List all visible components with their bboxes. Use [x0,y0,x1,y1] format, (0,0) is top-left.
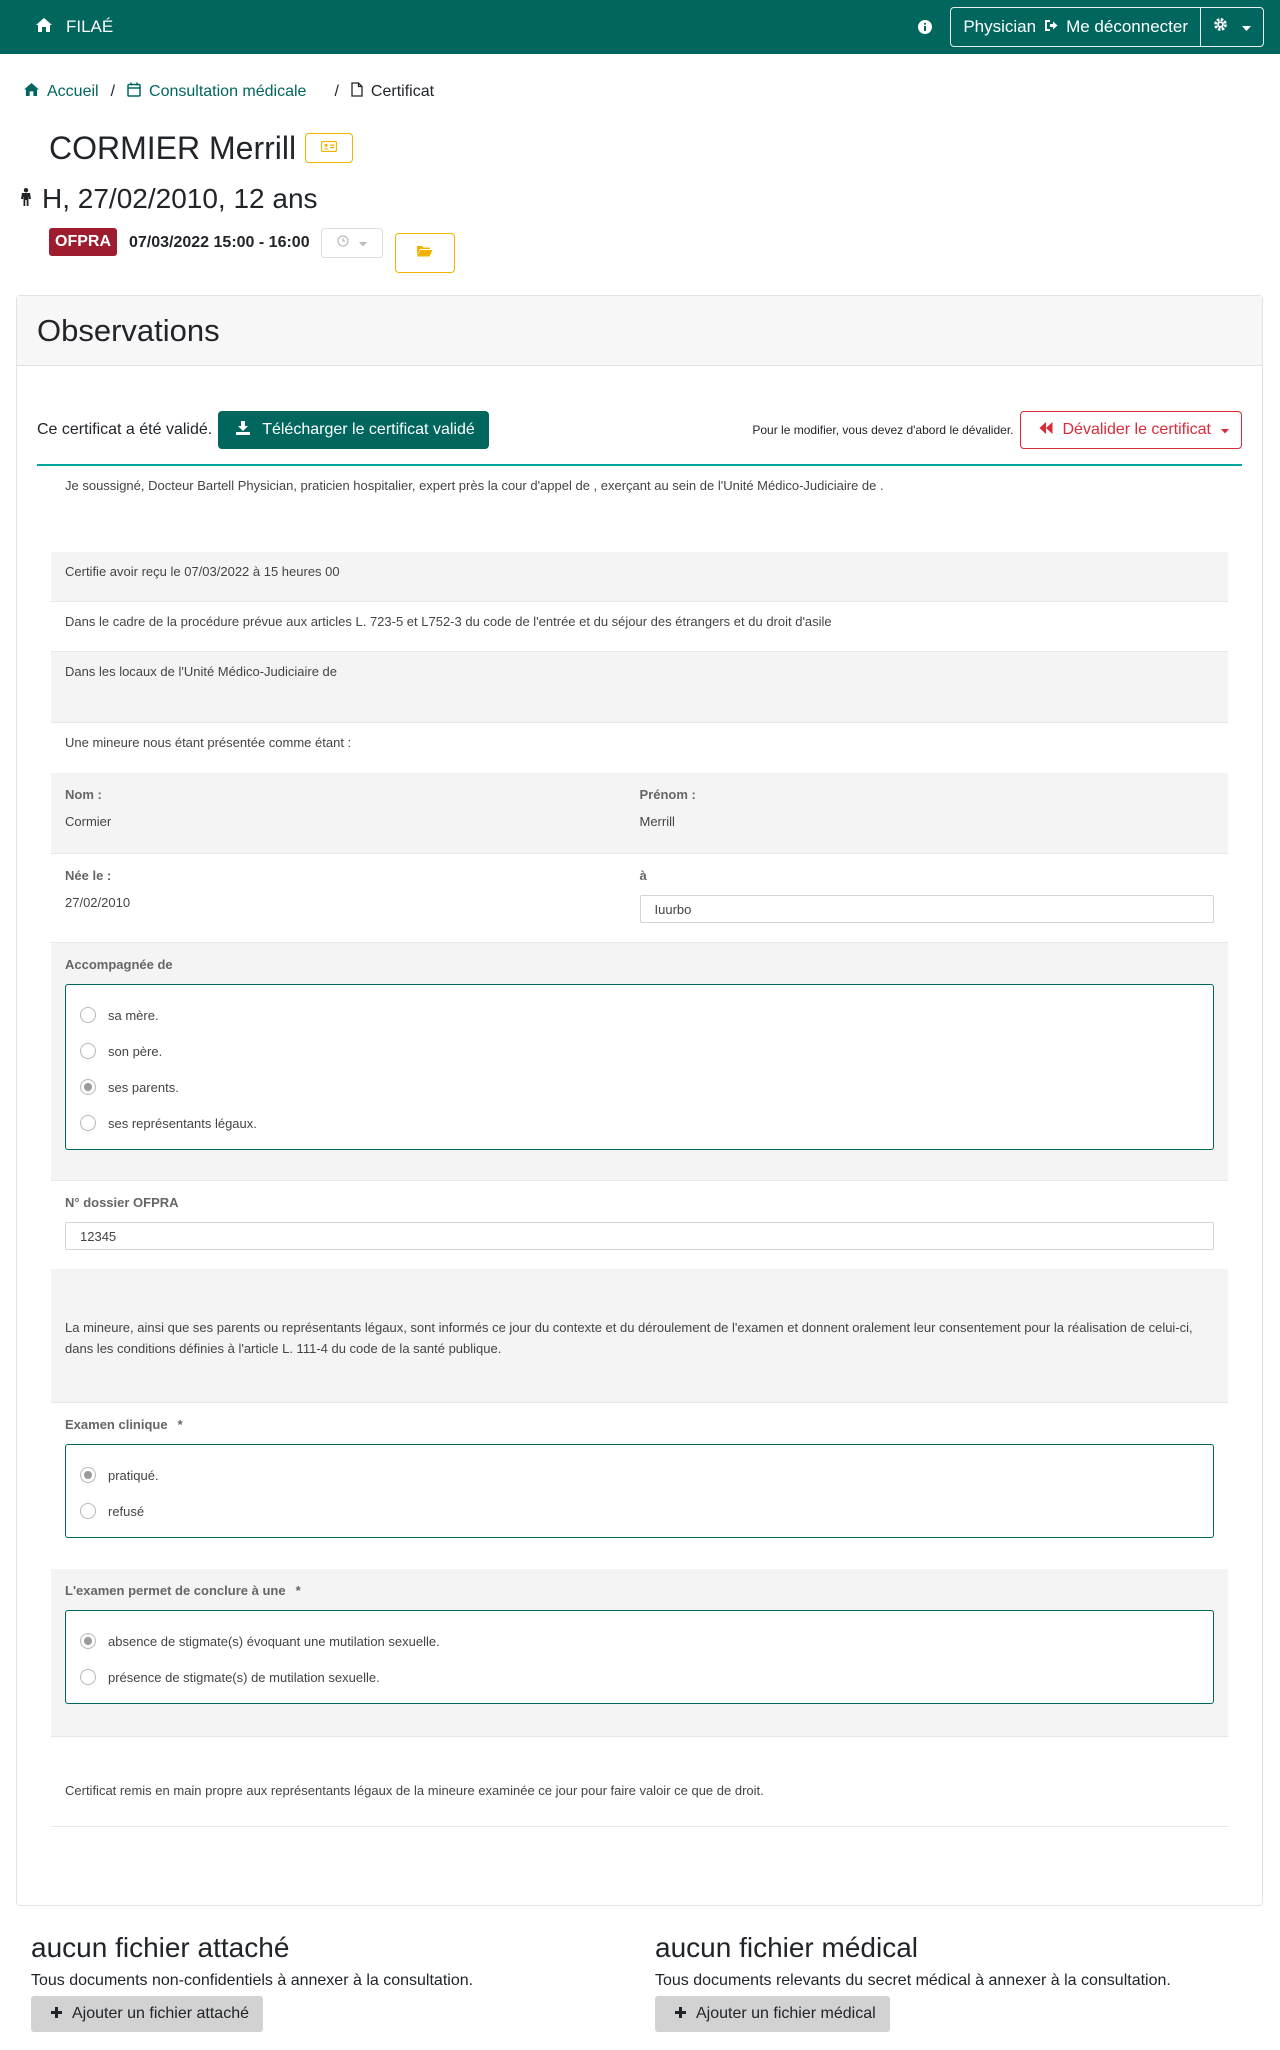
consent-row [51,1269,1228,1403]
top-navbar [0,0,1280,54]
radio-button[interactable] [80,1503,96,1519]
intro-row [51,466,1228,552]
remis-row [51,1737,1228,1827]
breadcrumb-separator: / [110,83,116,100]
radio-button[interactable] [80,1669,96,1685]
clock-icon [337,234,349,252]
radio-label: présence de stigmate(s) de mutilation sexuelle. [108,1669,380,1685]
nee-value: 27/02/2010 [65,895,131,910]
invalidate-label: Dévalider le certificat [1062,421,1211,438]
download-icon [236,421,250,440]
consent-text: La mineure, ainsi que ses parents ou représentants légaux, sont informés ce jour du contexte et du déroulement de l'examen et donnent oralement leur consentement pour la réalisation de celui-ci, dans les conditions définies à l'article L. 111-4 du code de la santé publique. [65,1320,1193,1356]
received-text: Certifie avoir reçu le 07/03/2022 à 15 heures 00 [65,564,340,579]
medical-files-title: aucun fichier médical [655,1932,919,1963]
status-badge: OFPRA [49,228,117,256]
breadcrumb-separator: / [334,83,339,100]
exam-row [51,1403,1228,1569]
breadcrumb [24,82,1280,102]
certificate-body [51,466,1228,1827]
name-row [51,773,1228,854]
birth-row [51,854,1228,943]
breadcrumb-consultation[interactable] [127,82,306,102]
radio-presence[interactable] [80,1659,1199,1695]
locaux-text: Dans les locaux de l'Unité Médico-Judiciaire de [65,664,338,679]
radio-refuse[interactable] [80,1493,1199,1529]
settings-dropdown[interactable] [1200,8,1263,46]
patient-info: H, 27/02/2010, 12 ans [42,183,318,214]
file-icon [351,82,363,102]
observations-card [16,295,1263,1906]
breadcrumb-consultation-label: Consultation médicale [149,83,307,100]
caret-down-icon [359,234,367,252]
invalidate-certificate-button[interactable] [1020,411,1243,449]
radio-representants[interactable] [80,1105,1199,1141]
fast-backward-icon [1039,421,1053,439]
open-folder-button[interactable] [395,233,455,273]
dossier-row [51,1181,1228,1269]
user-name: Physician [963,17,1037,36]
download-label: Télécharger le certificat validé [262,421,475,438]
radio-mere[interactable] [80,997,1199,1033]
radio-button[interactable] [80,1043,96,1059]
locaux-row [51,652,1228,723]
required-mark: * [177,1417,183,1432]
plus-icon [675,2005,686,2023]
required-mark: * [295,1583,301,1598]
status-dropdown[interactable] [321,228,383,258]
radio-parents[interactable] [80,1069,1199,1105]
attachments-section [0,1932,1280,2032]
plus-icon [51,2005,62,2023]
radio-absence[interactable] [80,1623,1199,1659]
dossier-label: N° dossier OFPRA [65,1195,179,1210]
modify-hint: Pour le modifier, vous devez d'abord le dévalider. [752,423,1014,437]
download-certificate-button[interactable] [218,411,489,449]
gear-icon [1213,17,1228,37]
radio-button[interactable] [80,1115,96,1131]
add-medical-file-button[interactable] [655,1996,890,2032]
brand-name: FILAÉ [66,17,114,36]
patient-header [0,128,1280,273]
radio-label: absence de stigmate(s) évoquant une mutilation sexuelle. [108,1633,440,1649]
radio-label: ses parents. [108,1079,179,1095]
conclude-fieldset [65,1610,1214,1704]
calendar-icon [127,82,141,102]
prenom-value: Merrill [639,814,675,829]
home-icon [36,17,52,37]
user-menu [950,7,1264,47]
nee-label: Née le : [65,868,112,883]
id-card-icon [321,139,337,157]
presented-text: Une mineure nous étant présentée comme étant : [65,735,352,750]
breadcrumb-current [351,82,434,102]
radio-label: son père. [108,1043,163,1059]
procedure-row [51,602,1228,652]
a-label: à [639,868,647,883]
nom-value: Cormier [65,814,112,829]
male-icon [20,188,32,211]
exam-fieldset [65,1444,1214,1538]
accomp-fieldset [65,984,1214,1150]
logout-label: Me déconnecter [1066,17,1188,36]
radio-button-selected[interactable] [80,1079,96,1095]
caret-down-icon [1242,17,1251,37]
conclude-label: L'examen permet de conclure à une * [65,1583,301,1598]
add-attached-file-label: Ajouter un fichier attaché [72,2005,249,2022]
radio-label: sa mère. [108,1007,159,1023]
radio-button[interactable] [80,1007,96,1023]
birthplace-input[interactable]: Iuurbo [640,895,1215,923]
radio-pratique[interactable] [80,1457,1199,1493]
card-title: Observations [37,312,220,348]
nom-label: Nom : [65,787,102,802]
appointment-slot: 07/03/2022 15:00 - 16:00 [129,234,310,251]
radio-pere[interactable] [80,1033,1199,1069]
add-attached-file-button[interactable] [31,1996,263,2032]
accompagnee-row [51,943,1228,1181]
info-icon[interactable] [918,20,932,34]
radio-label: pratiqué. [108,1467,159,1483]
presented-row [51,723,1228,773]
sign-out-icon [1044,17,1058,37]
breadcrumb-home[interactable] [24,83,99,101]
brand-link[interactable] [36,17,113,37]
logout-button[interactable] [951,8,1200,46]
attached-files-title: aucun fichier attaché [31,1932,290,1963]
procedure-text: Dans le cadre de la procédure prévue aux articles L. 723-5 et L752-3 du code de l'entrée et du séjour des étrangers et du droit d'asile [65,614,832,629]
radio-label: ses représentants légaux. [108,1115,257,1131]
conclude-row [51,1569,1228,1737]
radio-button-selected[interactable] [80,1467,96,1483]
accomp-label: Accompagnée de [65,957,173,972]
patient-name: CORMIER Merrill [49,129,297,166]
exam-label: Examen clinique * [65,1417,183,1432]
breadcrumb-home-label: Accueil [47,83,99,100]
home-icon [24,83,39,101]
remis-text: Certificat remis en main propre aux représentants légaux de la mineure examinée ce jour pour faire valoir ce que de droit. [65,1783,764,1798]
medical-files-desc: Tous documents relevants du secret médical à annexer à la consultation. [655,1972,1171,1989]
id-card-button[interactable] [305,133,353,163]
attached-files-desc: Tous documents non-confidentiels à annexer à la consultation. [31,1972,474,1989]
intro-text: Je soussigné, Docteur Bartell Physician, praticien hospitalier, expert près la cour d'appel de , exerçant au sein de l'Unité Médico-Judiciaire de . [65,478,884,493]
received-row [51,552,1228,602]
folder-open-icon [416,244,433,262]
caret-down-icon [1221,421,1229,439]
radio-label: refusé [108,1503,145,1519]
dossier-input[interactable]: 12345 [65,1222,1214,1250]
prenom-label: Prénom : [639,787,696,802]
add-medical-file-label: Ajouter un fichier médical [696,2005,876,2022]
breadcrumb-current-label: Certificat [370,83,435,100]
validated-text: Ce certificat a été validé. [37,421,213,438]
radio-button-selected[interactable] [80,1633,96,1649]
